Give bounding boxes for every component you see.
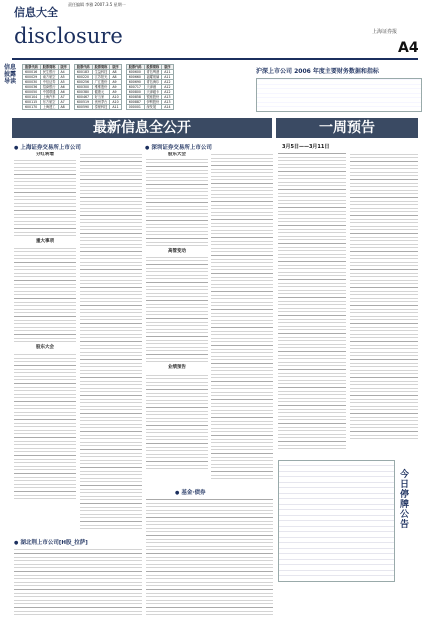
masthead [0, 0, 429, 60]
section-head-sz: ● 深圳证券交易所上市公司 [145, 143, 212, 151]
section-head-sh: ● 上海证券交易所上市公司 [14, 143, 81, 151]
text-column-6 [350, 152, 418, 442]
masthead-top-line: 责任编辑 李雅 2007.3.5 星期一 [68, 2, 126, 7]
text-column-2 [80, 152, 142, 532]
finance-table [256, 78, 422, 112]
bar-latest: 最新信息全公开 [12, 118, 272, 138]
text-column-5 [278, 152, 346, 452]
text-column-3: 股东大会 高管变动 业绩预告 [146, 152, 208, 482]
week-range: 3月5日——3月11日 [282, 144, 330, 150]
masthead-title-en: disclosure [14, 24, 123, 48]
vertical-title: 信息披露导读 [4, 64, 17, 85]
index-table-3: 股票代码 股票简称 版序 600600 青岛啤酒 A11 600660 福耀玻璃 A11 600690 青岛海尔 A12 600717 天津港 A12 600800 天津磁卡 A12 600858 银座股份 A13 600887 伊利股份 A13 000001 深发展 A14 [126, 64, 174, 110]
index-table-1: 股票代码 股票简称 版序 600016 民生银行 A4 600029 南方航空 A5 600030 中信证券 A5 600036 招商银行 A6 600050 中国联通 A6 600104 上海汽车 A7 600115 东方航空 A7 600170 上海建工 A8 [22, 64, 70, 110]
masthead-title-cn: 信息大全 [14, 6, 58, 19]
masthead-rule [12, 58, 418, 60]
today-suspension-label: 今日停牌公告 [400, 470, 410, 530]
text-column-1: 分红转增 重大事项 股东大会 [14, 152, 76, 532]
page-number: A4 [398, 40, 419, 56]
text-column-bottom [14, 548, 142, 618]
suspension-table [278, 460, 395, 582]
index-table-2: 股票代码 股票简称 版序 600183 生益科技 A8 600220 江苏阳光 A8 600256 广汇股份 A9 600300 维维股份 A9 600380 健康元 A9 600467 好当家 A10 600519 贵州茅台 A10 600590 泰豪科技 A11 [74, 64, 122, 110]
bottom-right-headline: ● 基金·债券 [175, 488, 205, 496]
finance-table-title: 沪深上市公司 2006 年度主要财务数据和指标 [256, 68, 379, 75]
bottom-headline: ● 湖北荆上市公司[H股_拉萨] [14, 538, 88, 546]
index-tables [22, 64, 242, 110]
bar-week-preview: 一周预告 [276, 118, 418, 138]
text-column-4 [211, 152, 273, 482]
section-label: 上海证券报 [372, 29, 398, 35]
text-column-fund [146, 498, 273, 618]
